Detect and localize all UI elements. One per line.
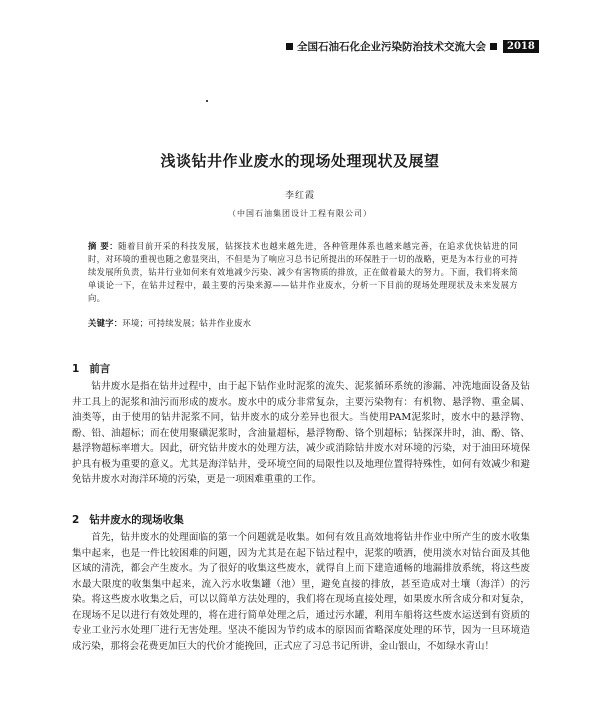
affiliation: （中国石油集团设计工程有限公司） xyxy=(228,209,372,218)
author: 李红霞 xyxy=(284,191,315,201)
section-title: 前言 xyxy=(89,363,111,375)
section-2-body: 首先，钻井废水的处理面临的第一个问题就是收集。如何有效且高效地将钻井作业中所产生的废水收集集中起来，也是一件比较困难的问题，因为尤其是在起下钻过程中，泥浆的喷洒，使用淡水对钻台面及其他区域的清洗，都会产生废水。为了很好的收集这些废水，就得自上而下建造通畅的地漏排放系统，将这些废水最大限度的收集集中起来，流入污水收集罐（池）里，避免直接的排放，甚至造成对土壤（海洋）的污染。将这些废水收集之后，可以以简单方法处理的，我们将在现场直接处理，如果废水所含成分和对复杂，在现场不足以进行有效处理的，将在进行简单处理之后，通过污水罐，利用车船将这些废水运送到有资质的专业工业污水处理厂进行无害处理。坚决不能因为节约成本的原因而省略深度处理的环节，因为一旦环境造成污染，那将会花费更加巨大的代价才能挽回，正式应了习总书记所讲，金山银山，不如绿水青山！ xyxy=(72,532,530,652)
section-number: 1 xyxy=(72,363,80,375)
section-number: 2 xyxy=(72,514,80,526)
section-title: 钻井废水的现场收集 xyxy=(89,514,184,526)
section-heading-2 xyxy=(72,512,184,527)
scan-speck xyxy=(206,100,208,102)
keywords-text: 环境；可持续发展；钻井作业废水 xyxy=(122,318,252,328)
section-heading-1 xyxy=(72,361,110,376)
keywords-label: 关键字： xyxy=(88,318,123,328)
square-bullet-icon xyxy=(286,43,293,50)
keywords xyxy=(88,317,518,329)
abstract-label: 摘 要： xyxy=(88,241,119,251)
abstract-text: 随着目前开采的科技发展，钻探技术也越来越先进，各种管理体系也越来越完善，在追求优快钻进的同时，对环境的重视也随之愈显突出，不但是为了响应习总书记所提出的环保胜于一切的战略，更是为本行业的可持续发展所负责，钻井行业如何来有效地减少污染、减少有害物质的排放，正在做着最大的努力。下面，我们将来简单谈论一下，在钻井过程中，最主要的污染来源——钻井作业废水，分析一下目前的现场处理现状及未来发展方向。 xyxy=(88,241,518,303)
section-1-body: 钻井废水是指在钻井过程中，由于起下钻作业时泥浆的流失、泥浆循环系统的渗漏、冲洗地面设备及钻井工具上的泥浆和油污而形成的废水。废水中的成分非常复杂，主要污染物有：有机物、悬浮物、重金属、油类等，由于使用的钻井泥浆不同，钻井废水的成分差异也很大。当使用PAM泥浆时，废水中的悬浮物、酚、铅、油超标；而在使用聚磺泥浆时，含油量超标，悬浮物酚、铬个别超标；钻探深井时，油、酚、铬、悬浮物超标率增大。因此，研究钻井废水的处理方法，减少或消除钻井废水对环境的污染，对于油田环境保护具有极为重要的意义。尤其是海洋钻井，受环境空间的局限性以及地理位置得特殊性，如何有效减少和避免钻井废水对海洋环境的污染，更是一项困难重重的工作。 xyxy=(72,381,530,485)
running-header xyxy=(286,37,586,55)
conference-name: 全国石油石化企业污染防治技术交流大会 xyxy=(297,40,486,53)
paper-title: 浅谈钻井作业废水的现场处理现状及展望 xyxy=(160,152,440,170)
conference-year: 2018 xyxy=(503,40,539,53)
square-bullet-icon xyxy=(490,43,497,50)
abstract xyxy=(88,240,518,305)
